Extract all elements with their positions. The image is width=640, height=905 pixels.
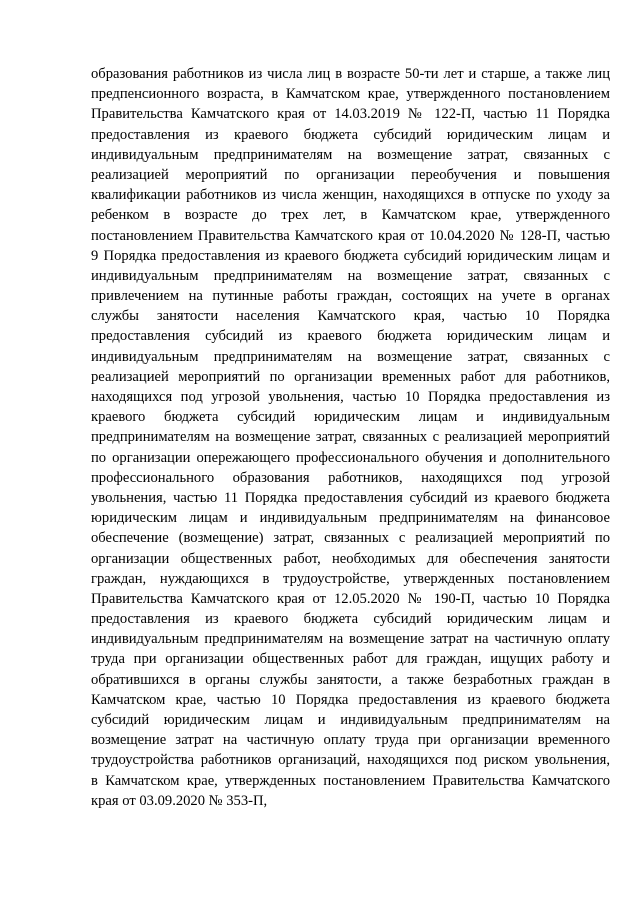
text-line: предоставления субсидий из краевого бюджета юридическим лицам и (91, 328, 610, 345)
text-line: предоставления из краевого бюджета субсидий юридическим лицам и (91, 126, 610, 143)
text-line: предоставления из краевого бюджета субсидий юридическим лицам и (91, 611, 610, 628)
document-body (91, 64, 610, 811)
text-line: профессионального образования работников, находящихся под угрозой (91, 469, 610, 486)
text-line: Правительства Камчатского края от 12.05.2020 № 190-П, частью 10 Порядка (91, 590, 610, 607)
text-line: краевого бюджета субсидий юридическим лицам и индивидуальным (91, 409, 610, 426)
text-line: труда при организации общественных работ для граждан, ищущих работу и (91, 651, 610, 668)
text-line: возмещение затрат на частичную оплату труда при организации временного (91, 732, 610, 749)
text-line: Камчатском крае, частью 10 Порядка предоставления из краевого бюджета (91, 691, 610, 708)
text-line: обеспечение (возмещение) затрат, связанных с реализацией мероприятий по (91, 530, 610, 547)
text-line: субсидий юридическим лицам и индивидуальным предпринимателям на (91, 712, 610, 728)
text-line: трудоустройства работников организаций, находящихся под риском увольнения, (91, 752, 610, 769)
text-line: увольнения, частью 11 Порядка предоставления субсидий из краевого бюджета (91, 489, 610, 506)
text-line: службы занятости населения Камчатского края, частью 10 Порядка (91, 308, 610, 325)
text-line: индивидуальным предпринимателям на возмещение затрат, связанных с (91, 146, 610, 163)
text-line: юридическим лицам и индивидуальным предпринимателям на финансовое (91, 510, 610, 527)
text-line: индивидуальным предпринимателям на возмещение затрат, связанных с (91, 348, 610, 365)
text-line: Правительства Камчатского края от 14.03.2019 № 122-П, частью 11 Порядка (91, 106, 610, 123)
text-line: образования работников из числа лиц в возрасте 50-ти лет и старше, а также лиц (91, 66, 610, 82)
text-line: по организации опережающего профессионального обучения и дополнительного (91, 449, 610, 466)
text-line: привлечением на путинные работы граждан, состоящих на учете в органах (91, 288, 610, 305)
text-line: 9 Порядка предоставления из краевого бюджета субсидий юридическим лицам и (91, 247, 610, 264)
text-line: находящихся под угрозой увольнения, частью 10 Порядка предоставления из (91, 389, 610, 405)
text-line: квалификации работников из числа женщин, находящихся в отпуске по уходу за (91, 187, 610, 204)
text-line: предпринимателям на возмещение затрат, связанных с реализацией мероприятий (91, 429, 610, 446)
text-line: граждан, нуждающихся в трудоустройстве, утвержденных постановлением (91, 570, 610, 587)
text-line: организации общественных работ, необходимых для обеспечения занятости (91, 550, 610, 567)
text-line: края от 03.09.2020 № 353-П, (91, 792, 268, 809)
text-line: в Камчатском крае, утвержденных постановлением Правительства Камчатского (91, 772, 610, 789)
text-line: постановлением Правительства Камчатского края от 10.04.2020 № 128-П, частью (91, 227, 610, 244)
text-line: предпенсионного возраста, в Камчатском крае, утвержденного постановлением (91, 86, 610, 103)
text-line: ребенком в возрасте до трех лет, в Камчатском крае, утвержденного (91, 207, 610, 224)
text-line: реализацией мероприятий по организации переобучения и повышения (91, 166, 610, 183)
text-line: индивидуальным предпринимателям на возмещение затрат, связанных с (91, 267, 610, 284)
text-line: индивидуальным предпринимателям на возмещение затрат на частичную оплату (91, 631, 610, 648)
text-line: реализацией мероприятий по организации временных работ для работников, (91, 368, 610, 385)
text-line: обратившихся в органы службы занятости, а также безработных граждан в (91, 671, 610, 688)
